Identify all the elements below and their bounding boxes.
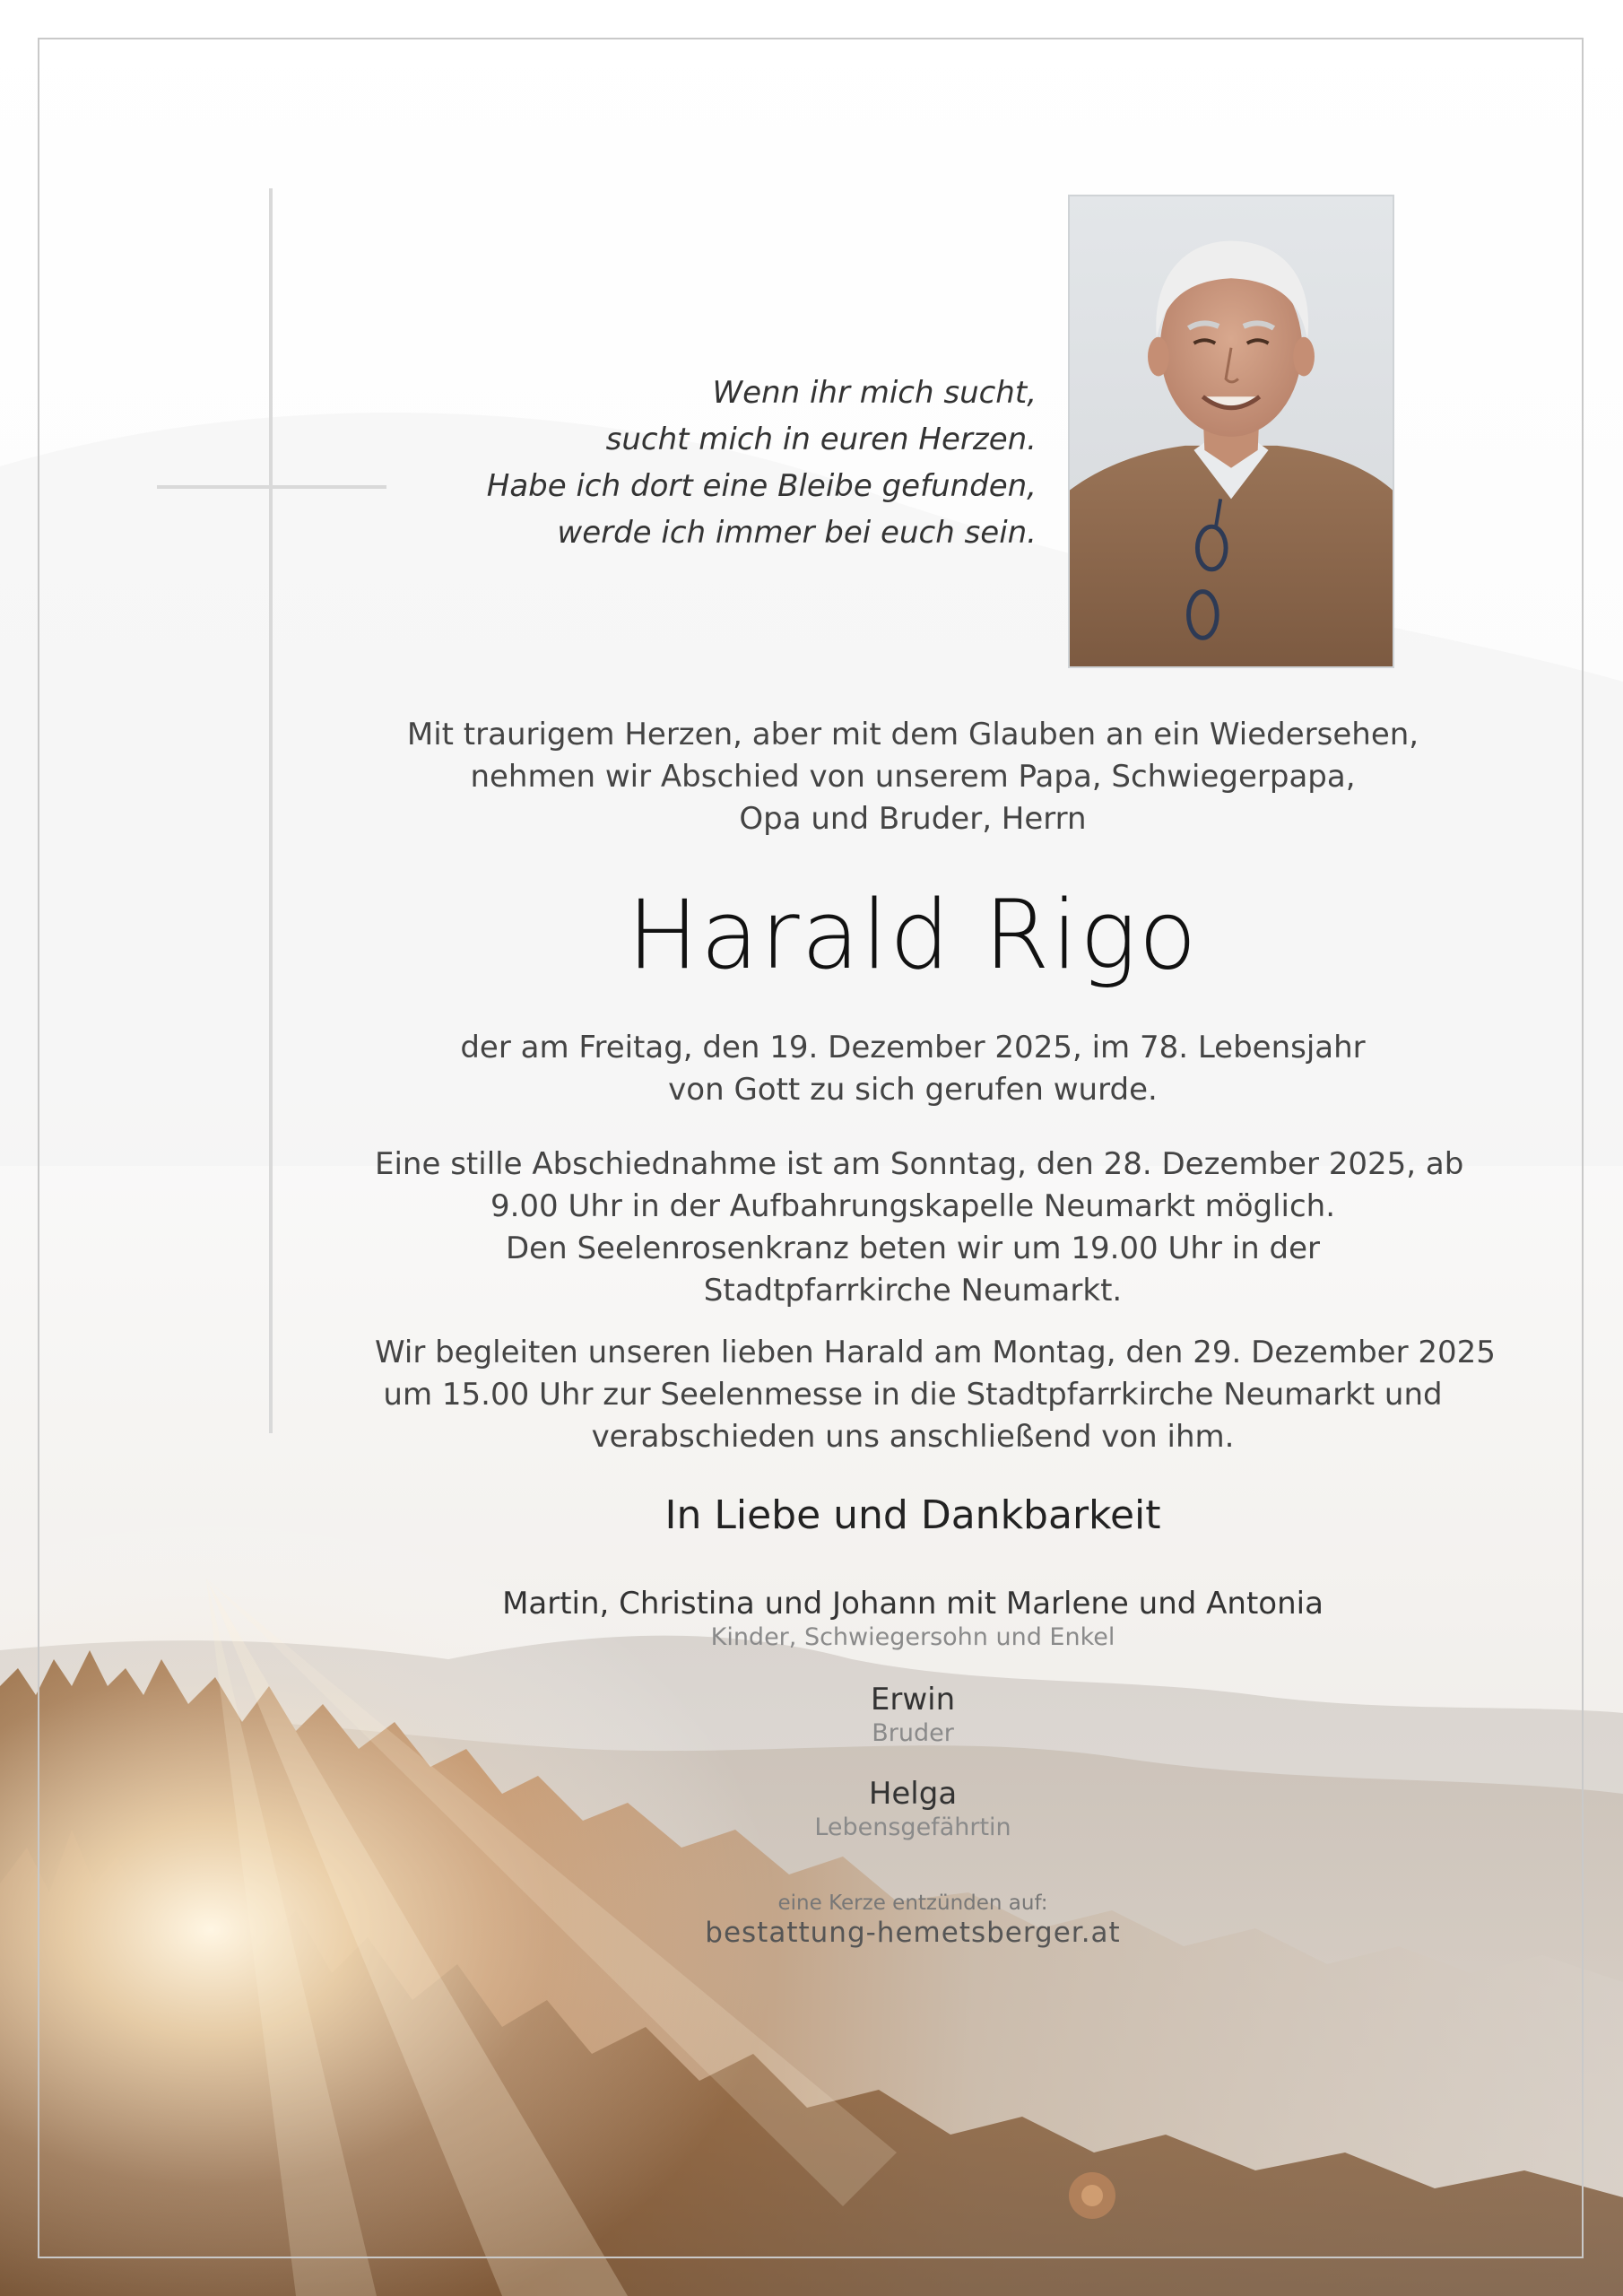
family-group-brother	[375, 1682, 1451, 1748]
death-notice-line: der am Freitag, den 19. Dezember 2025, im 78. Lebensjahr	[460, 1030, 1366, 1065]
memorial-poem	[481, 370, 1037, 556]
poem-line: Wenn ihr mich sucht,	[712, 375, 1037, 411]
viewing-line: 9.00 Uhr in der Aufbahrungskapelle Neumarkt möglich.	[490, 1188, 1336, 1224]
viewing-line: Den Seelenrosenkranz beten wir um 19.00 Uhr in der	[506, 1231, 1320, 1266]
death-notice	[375, 1027, 1451, 1111]
candle-lead-text: eine Kerze entzünden auf:	[777, 1892, 1048, 1915]
funeral-line: verabschieden uns anschließend von ihm.	[591, 1419, 1235, 1455]
family-relation: Kinder, Schwiegersohn und Enkel	[710, 1623, 1115, 1651]
poem-line: sucht mich in euren Herzen.	[605, 422, 1037, 457]
viewing-notice	[375, 1144, 1464, 1312]
family-group-children	[375, 1586, 1451, 1652]
viewing-line: Stadtpfarrkirche Neumarkt.	[703, 1273, 1123, 1309]
death-notice-line: von Gott zu sich gerufen wurde.	[668, 1072, 1158, 1108]
funeral-notice	[375, 1332, 1496, 1458]
funeral-home-website-link[interactable]: bestattung-hemetsberger.at	[705, 1917, 1121, 1949]
funeral-line: um 15.00 Uhr zur Seelenmesse in die Stadtpfarrkirche Neumarkt und	[383, 1377, 1443, 1413]
family-names: Helga	[868, 1776, 958, 1812]
intro-line: Opa und Bruder, Herrn	[739, 801, 1087, 837]
poem-line: werde ich immer bei euch sein.	[557, 515, 1037, 551]
viewing-line: Eine stille Abschiednahme ist am Sonntag, den 28. Dezember 2025, ab	[375, 1146, 1464, 1182]
family-names: Erwin	[870, 1682, 956, 1718]
funeral-line: Wir begleiten unseren lieben Harald am Montag, den 29. Dezember 2025	[375, 1335, 1496, 1370]
deceased-name: Harald Rigo	[627, 880, 1199, 990]
closing-phrase: In Liebe und Dankbarkeit	[664, 1492, 1161, 1538]
family-relation: Lebensgefährtin	[814, 1813, 1011, 1841]
family-relation: Bruder	[872, 1719, 954, 1747]
intro-text	[375, 714, 1451, 840]
intro-line: nehmen wir Abschied von unserem Papa, Schwiegerpapa,	[470, 759, 1356, 795]
poem-line: Habe ich dort eine Bleibe gefunden,	[486, 468, 1037, 504]
family-names: Martin, Christina und Johann mit Marlene und Antonia	[502, 1586, 1324, 1622]
intro-line: Mit traurigem Herzen, aber mit dem Glauben an ein Wiedersehen,	[406, 717, 1419, 752]
family-group-partner	[375, 1776, 1451, 1842]
